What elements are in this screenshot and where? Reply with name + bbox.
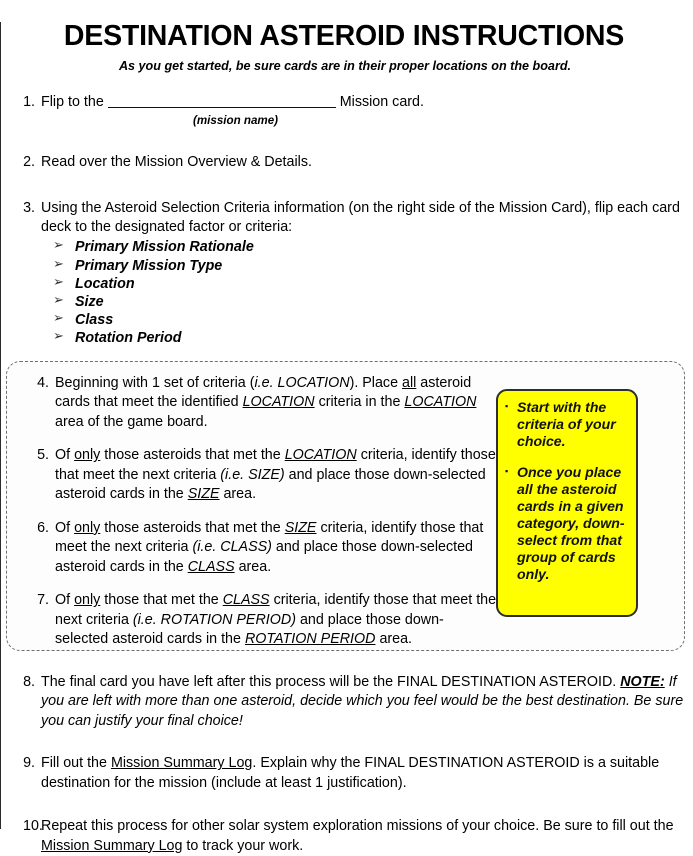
step-number: 5. xyxy=(37,447,49,464)
criteria-label: Primary Mission Rationale xyxy=(75,239,254,256)
list-item xyxy=(41,275,693,293)
step-number: 1. xyxy=(23,93,35,110)
tip-text: Start with the criteria of your choice. xyxy=(517,398,616,449)
step-item-3 xyxy=(1,199,693,347)
criteria-label: Class xyxy=(75,311,114,328)
step-text: Repeat this process for other solar system exploration missions of your choice. Be sure to fill out the Mission Summary Log to track your work. xyxy=(41,818,674,854)
step-item-2 xyxy=(1,153,693,172)
step-number: 10. xyxy=(23,818,43,835)
step-number: 4. xyxy=(37,374,49,391)
mission-summary-log-link[interactable]: Mission Summary Log xyxy=(41,837,183,854)
step-number: 2. xyxy=(23,154,35,171)
criteria-label: Location xyxy=(75,275,135,292)
page-subtitle: As you get started, be sure cards are in their proper locations on the board. xyxy=(118,58,572,73)
step-text: Read over the Mission Overview & Details. xyxy=(41,154,312,171)
criteria-label: Primary Mission Type xyxy=(75,257,223,274)
page-title: DESTINATION ASTEROID INSTRUCTIONS xyxy=(63,20,625,52)
step-item-5 xyxy=(15,446,497,505)
tips-callout xyxy=(496,389,638,617)
step-text: Of only those asteroids that met the LOCATION criteria, identify those that meet the next criteria (i.e. SIZE) and place those down-selected asteroid cards in the SIZE area. xyxy=(55,447,496,503)
list-item xyxy=(41,329,693,347)
step-item-8 xyxy=(1,673,693,731)
list-item xyxy=(41,293,693,311)
square-bullet-icon: ▪ xyxy=(505,466,509,477)
arrow-bullet-icon: ➢ xyxy=(53,255,64,271)
step-text: Using the Asteroid Selection Criteria information (on the right side of the Mission Card), flip each card deck to the designated factor or criteria: xyxy=(41,199,680,235)
step-item-7 xyxy=(15,591,497,650)
step-number: 7. xyxy=(37,592,49,609)
criteria-list xyxy=(41,238,693,346)
step-text: Flip to the Mission card. xyxy=(41,93,424,110)
step-number: 6. xyxy=(37,519,49,536)
step-item-9 xyxy=(1,754,693,793)
step-text: Beginning with 1 set of criteria (i.e. LOCATION). Place all asteroid cards that meet the identified LOCATION criteria in the LOCATION area of the game board. xyxy=(55,374,477,430)
instructions-page xyxy=(0,20,693,854)
step-text: Fill out the Mission Summary Log. Explain why the FINAL DESTINATION ASTEROID is a suitable destination for the mission (include at least 1 justification). xyxy=(41,755,660,791)
criteria-label: Size xyxy=(75,293,104,310)
down-select-steps xyxy=(7,374,497,650)
tip-text: Once you place all the asteroid cards in a given category, down-select from that group of cards only. xyxy=(517,464,625,583)
step-number: 9. xyxy=(23,755,35,772)
down-select-procedure-box xyxy=(6,361,685,651)
step-text: Of only those that met the CLASS criteria, identify those that meet the next criteria (i.e. ROTATION PERIOD) and place those down-selected asteroid cards in the ROTATION PERIOD area. xyxy=(55,592,497,648)
arrow-bullet-icon: ➢ xyxy=(53,291,64,307)
mission-summary-log-link[interactable]: Mission Summary Log xyxy=(110,755,253,772)
step-number: 3. xyxy=(23,199,35,216)
list-item xyxy=(41,311,693,329)
arrow-bullet-icon: ➢ xyxy=(53,309,64,325)
step-text: Of only those asteroids that met the SIZE criteria, identify those that meet the next criteria (i.e. CLASS) and place those down-selected asteroid cards in the CLASS area. xyxy=(55,519,484,575)
square-bullet-icon: ▪ xyxy=(505,400,509,411)
mission-name-blank[interactable] xyxy=(108,107,336,108)
list-item xyxy=(41,238,693,256)
note-label: NOTE: xyxy=(620,673,665,690)
step-item-6 xyxy=(15,519,497,578)
list-item xyxy=(41,257,693,275)
step-item-1 xyxy=(1,93,693,129)
step-number: 8. xyxy=(23,673,35,690)
list-item xyxy=(505,464,630,583)
step-text: The final card you have left after this process will be the FINAL DESTINATION ASTEROID. NOTE: If you are left with more than one asteroid, decide which you feel would be the best destination. Be sure you can justify your final choice! xyxy=(41,673,684,729)
criteria-label: Rotation Period xyxy=(75,329,182,346)
list-item xyxy=(505,399,630,450)
arrow-bullet-icon: ➢ xyxy=(53,237,64,253)
arrow-bullet-icon: ➢ xyxy=(53,327,64,343)
mission-name-caption: (mission name) xyxy=(193,114,279,128)
arrow-bullet-icon: ➢ xyxy=(53,273,64,289)
tips-list xyxy=(505,399,630,583)
step-item-10 xyxy=(1,817,693,856)
step-item-4 xyxy=(15,374,497,433)
